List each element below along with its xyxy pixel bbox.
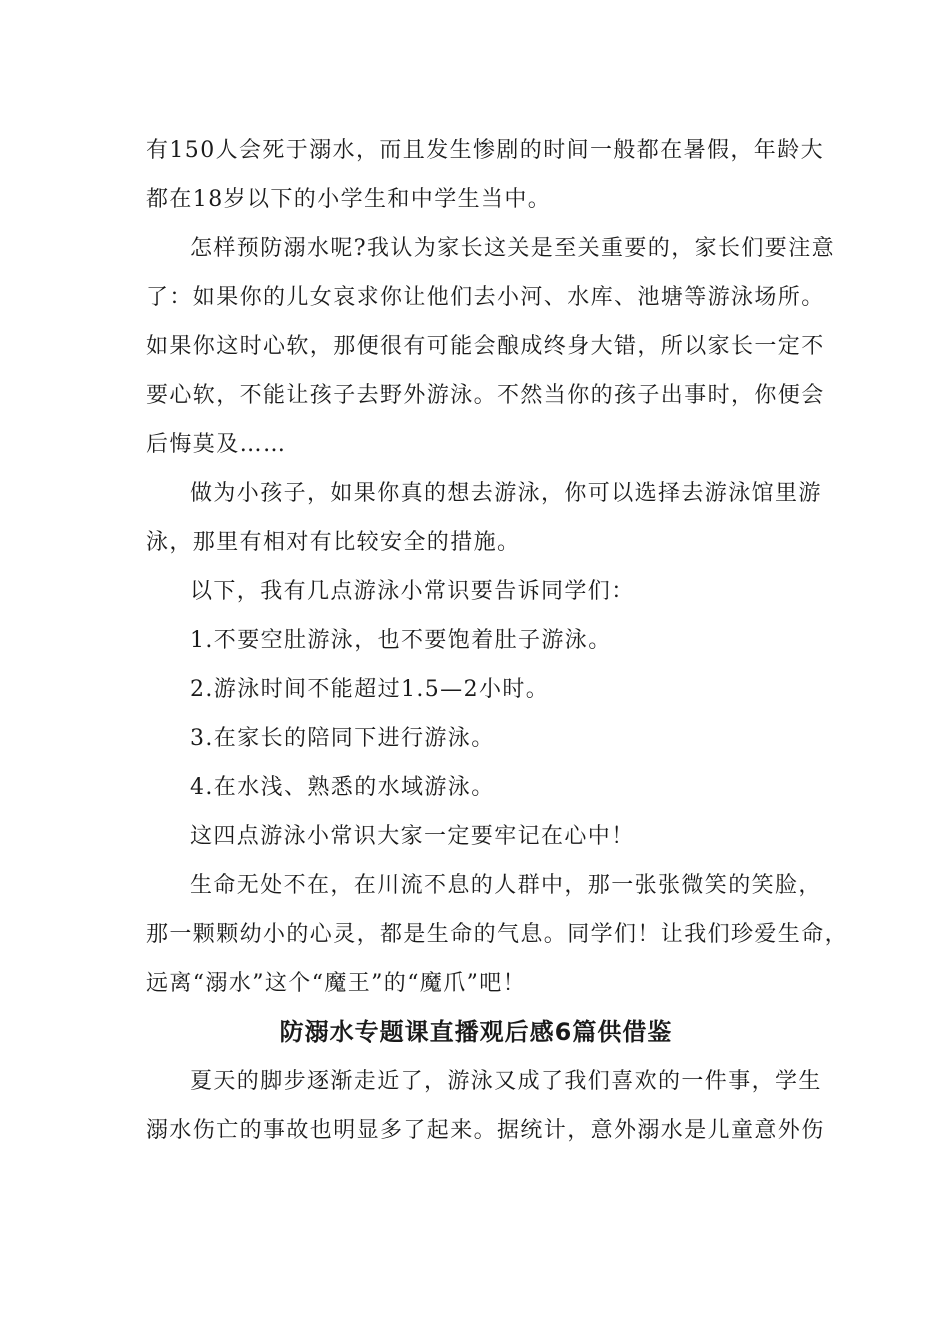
text-line: 泳，那里有相对有比较安全的措施。 — [146, 530, 521, 555]
text-line: 如果你这时心软，那便很有可能会酿成终身大错，所以家长一定不 — [146, 334, 825, 359]
text-line: 那一颗颗幼小的心灵，都是生命的气息。同学们！让我们珍爱生命， — [146, 922, 849, 947]
text-line: 后悔莫及…… — [146, 432, 287, 457]
document-body — [146, 126, 849, 1155]
text-line: 怎样预防溺水呢?我认为家长这关是至关重要的，家长们要注意 — [190, 236, 835, 261]
list-item: 4.在水浅、熟悉的水域游泳。 — [190, 775, 495, 800]
section-heading: 防溺水专题课直播观后感6篇供借鉴 — [279, 1018, 673, 1046]
text-line: 有150人会死于溺水，而且发生惨剧的时间一般都在暑假，年龄大 — [146, 138, 824, 163]
text-line: 夏天的脚步逐渐走近了，游泳又成了我们喜欢的一件事，学生 — [190, 1069, 822, 1094]
text-line: 这四点游泳小常识大家一定要牢记在心中！ — [190, 824, 635, 849]
text-line: 做为小孩子，如果你真的想去游泳，你可以选择去游泳馆里游 — [190, 481, 822, 506]
text-line: 要心软，不能让孩子去野外游泳。不然当你的孩子出事时，你便会 — [146, 383, 825, 408]
list-item: 3.在家长的陪同下进行游泳。 — [190, 726, 495, 751]
text-line: 都在18岁以下的小学生和中学生当中。 — [146, 187, 552, 212]
list-item: 1.不要空肚游泳，也不要饱着肚子游泳。 — [190, 628, 612, 653]
list-item: 2.游泳时间不能超过1.5—2小时。 — [190, 677, 550, 702]
text-line: 远离“溺水”这个“魔王”的“魔爪”吧！ — [146, 971, 527, 996]
text-line: 溺水伤亡的事故也明显多了起来。据统计，意外溺水是儿童意外伤 — [146, 1118, 825, 1143]
text-line: 以下，我有几点游泳小常识要告诉同学们： — [190, 579, 635, 604]
text-line: 生命无处不在，在川流不息的人群中，那一张张微笑的笑脸， — [190, 873, 822, 898]
text-line: 了：如果你的儿女哀求你让他们去小河、水库、池塘等游泳场所。 — [146, 285, 825, 310]
